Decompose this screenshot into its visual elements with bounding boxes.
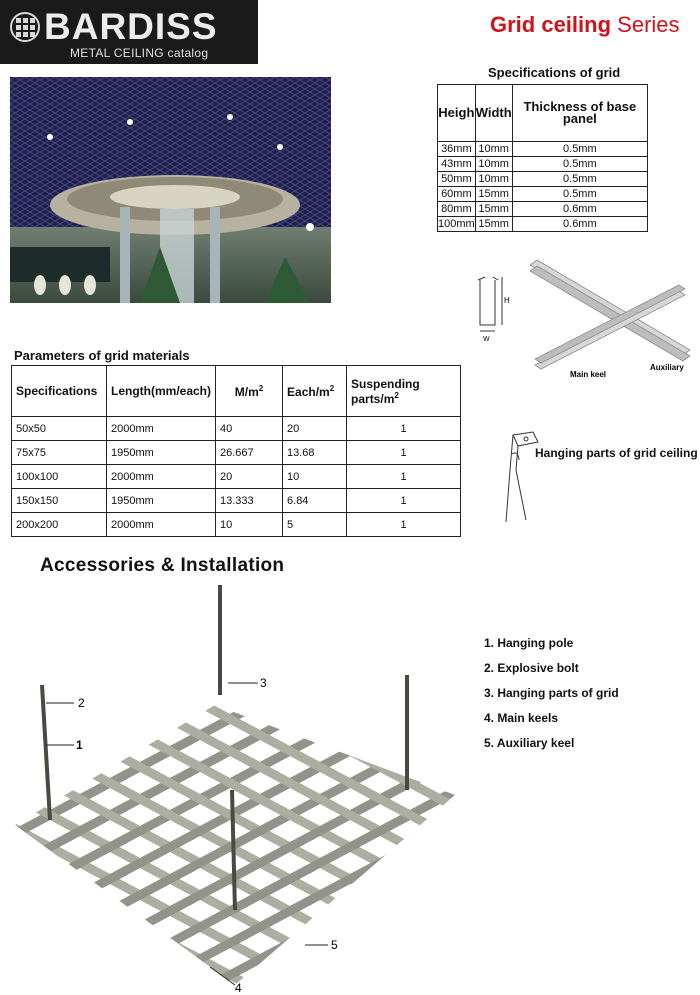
logo-brand-name: BARDISS [44,6,218,47]
table-cell: 0.5mm [512,142,647,157]
dim-h-label: H [504,296,510,305]
table-cell: 10 [216,513,283,537]
series-title [490,12,680,38]
table-cell: 60mm [438,187,476,202]
col-header: Each/$m^2$ [283,366,347,417]
series-title-bold: Grid ceiling [490,12,612,37]
brand-logo [0,0,258,64]
hanging-part-drawing [498,430,543,525]
table-row [12,513,461,537]
callout-3: 3 [260,676,267,690]
table-row [438,217,648,232]
table-cell: 20 [283,417,347,441]
list-item: 1. Hanging pole [484,636,574,650]
table-cell: 0.5mm [512,172,647,187]
table-cell: 13.333 [216,489,283,513]
table-cell: 13.68 [283,441,347,465]
table-cell: 15mm [475,187,512,202]
table-cell: 1950mm [107,441,216,465]
table-cell: 0.5mm [512,187,647,202]
callout-5: 5 [331,938,338,952]
table-row [438,187,648,202]
table-cell: 10mm [475,142,512,157]
keel-grid [10,607,475,995]
table-cell: 200x200 [12,513,107,537]
callout-1: 1 [76,738,83,752]
auxiliary-keel [170,623,475,847]
table-cell: 1 [347,513,461,537]
table-cell: 15mm [475,217,512,232]
col-header-text: M/m [234,384,259,399]
table-cell: 1 [347,465,461,489]
spec-table [437,84,648,232]
table-row [438,202,648,217]
callout-2: 2 [78,696,85,710]
table-cell: 0.5mm [512,157,647,172]
installation-diagram [10,585,475,995]
table-cell: 6.84 [283,489,347,513]
table-row [438,142,648,157]
col-header: Thickness of base panel [512,85,647,142]
table-cell: 2000mm [107,465,216,489]
callout-4: 4 [235,981,242,995]
col-header-text: Suspending parts/m [351,376,420,406]
table-row [12,489,461,513]
table-row [12,417,461,441]
table-cell: 75x75 [12,441,107,465]
profile-drawing [478,277,502,331]
list-item: 2. Explosive bolt [484,661,579,675]
auxiliary-keel [20,703,440,927]
table-cell: 50x50 [12,417,107,441]
logo-subtitle: METAL CEILING catalog [70,46,209,60]
table-cell: 1 [347,417,461,441]
col-header: Width [475,85,512,142]
col-header-text: Each/m [287,384,330,399]
accessories-title: Accessories & Installation [40,555,285,576]
list-item: 3. Hanging parts of grid [484,686,619,700]
ceiling-photo [10,77,331,303]
table-row [438,172,648,187]
table-cell: 36mm [438,142,476,157]
table-cell: 0.6mm [512,217,647,232]
table-cell: 150x150 [12,489,107,513]
table-cell: 50mm [438,172,476,187]
table-cell: 10 [283,465,347,489]
table-cell: 20 [216,465,283,489]
auxiliary-keel [10,719,410,943]
params-table [11,365,461,537]
col-header: $M/m^2$ [216,366,283,417]
table-cell: 1 [347,441,461,465]
table-row [12,441,461,465]
table-cell: 0.6mm [512,202,647,217]
accessories-list [484,636,619,761]
dim-w-label: W [483,336,490,343]
params-table-title: Parameters of grid materials [14,348,190,363]
table-cell: 10mm [475,157,512,172]
col-header [107,366,216,417]
col-header-text: Specifications [16,384,98,398]
table-cell: 80mm [438,202,476,217]
list-item: 5. Auxiliary keel [484,736,575,750]
hanging-parts-label: Hanging parts of grid ceiling [535,446,698,460]
table-cell: 26.667 [216,441,283,465]
col-header-text: Length(mm/each) [111,384,212,398]
main-keel-label: Main keel [570,370,607,379]
grid-keel-diagram [475,255,697,380]
table-row [438,157,648,172]
table-cell: 40 [216,417,283,441]
logo-grid-icon [10,12,40,42]
table-cell: 43mm [438,157,476,172]
auxiliary-label: Auxiliary [650,363,684,372]
table-cell: 15mm [475,202,512,217]
table-cell: 1950mm [107,489,216,513]
table-cell: 100mm [438,218,475,230]
table-header-row [12,366,461,417]
table-row [12,465,461,489]
list-item: 4. Main keels [484,711,559,725]
col-header [12,366,107,417]
col-header: Suspending parts/$m^2$ [347,366,461,417]
keel-cross-drawing [530,260,690,369]
table-cell: 10mm [475,172,512,187]
series-title-light: Series [617,12,680,37]
table-cell: 2000mm [107,417,216,441]
table-header-row [438,85,648,142]
spec-table-title: Specifications of grid [488,65,621,80]
table-cell: 1 [347,489,461,513]
table-cell: 100x100 [12,465,107,489]
table-cell: 2000mm [107,513,216,537]
col-header: Heigh [438,85,476,142]
table-cell: 5 [283,513,347,537]
